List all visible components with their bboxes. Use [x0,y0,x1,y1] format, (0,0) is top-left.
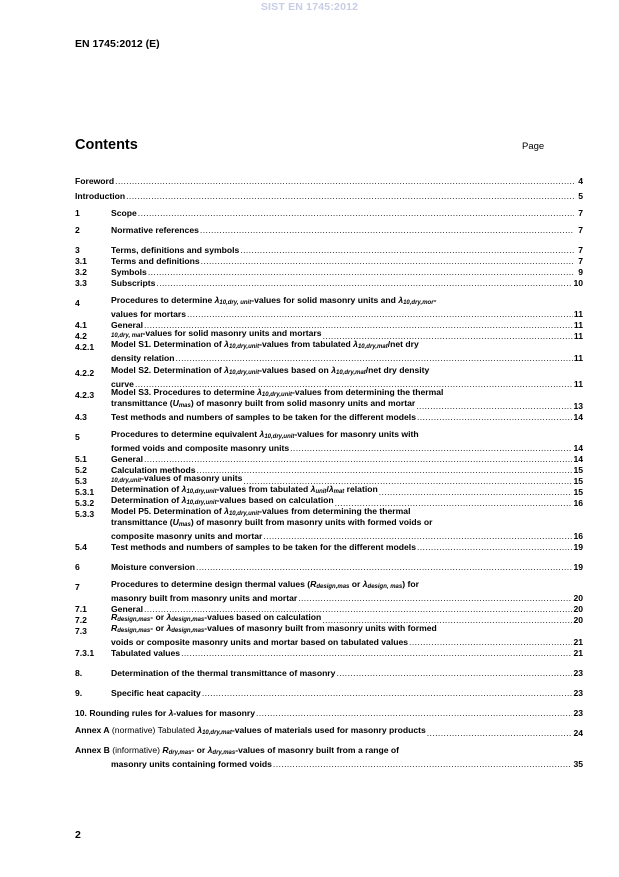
page-title: Contents [75,137,138,153]
toc-number: 4.2.1 [75,342,95,352]
toc-entry-2[interactable] [75,225,583,236]
toc-title-cont: composite masonry units and mortar [111,531,263,541]
toc-page: 7 [578,245,583,255]
toc-number: 3.2 [75,267,87,277]
toc-page: 24 [573,728,583,738]
toc-title: Rdesign,mas- or λdesign,mas-values based on calculation [111,612,322,623]
toc-page: 7 [578,208,583,218]
toc-page: 11 [573,331,583,341]
toc-page: 19 [573,542,583,552]
toc-entry-4[interactable] [75,295,583,320]
toc-number: 4.2.2 [75,368,95,378]
toc-title: Procedures to determine λ10,dry, unit-values for solid masonry units and λ10,dry,mor- [111,295,437,306]
toc-page: 19 [573,562,583,572]
toc-title: General [111,320,144,330]
toc-page: 14 [573,412,583,422]
toc-number: 5.1 [75,454,87,464]
toc-page: 15 [573,465,583,475]
toc-title: Terms and definitions [111,256,200,266]
toc-title-cont: values for mortars [111,309,186,319]
toc-number: 8. [75,668,83,678]
toc-page: 14 [573,454,583,464]
toc-title: Procedures to determine equivalent λ10,dry,unit-values for masonry units with [111,429,419,440]
toc-page: 16 [573,531,583,541]
toc-page: 7 [578,256,583,266]
toc-title: 10,dry,unit-values of masonry units [111,473,243,484]
toc-page: 35 [573,759,583,769]
toc-title: Introduction [75,191,126,201]
toc-entry-4-2-1[interactable] [75,339,583,364]
toc-entry-7-3[interactable] [75,623,583,648]
toc-page: 23 [573,668,583,678]
toc-page: 15 [573,487,583,497]
toc-title: Determination of the thermal transmittance of masonry [111,668,336,678]
toc-entry-5-4[interactable] [75,542,583,553]
toc-title-cont: curve [111,379,134,389]
toc-number: 7 [75,582,80,592]
toc-number: 2 [75,225,80,235]
toc-number: 5 [75,432,80,442]
toc-entry-3-3[interactable] [75,278,583,289]
toc-title: Model S1. Determination of λ10,dry,unit-values from tabulated λ10,dry,mat/net dry [111,339,419,350]
toc-title: Scope [111,208,137,218]
toc-entry-introduction[interactable] [75,191,583,202]
toc-title: Subscripts [111,278,156,288]
toc-title-cont: masonry built from masonry units and mortar [111,593,298,603]
toc-number: 5.3 [75,476,87,486]
toc-number: 4 [75,298,80,308]
toc-title-cont: voids or composite masonry units and mortar based on tabulated values [111,637,409,647]
toc-page: 20 [573,604,583,614]
toc-number: 5.3.2 [75,498,95,508]
toc-title-cont: formed voids and composite masonry units [111,443,290,453]
toc-title: Test methods and numbers of samples to be taken for the different models [111,542,416,552]
toc-page: 23 [573,688,583,698]
toc-number: 7.3.1 [75,648,95,658]
toc-title: Test methods and numbers of samples to be taken for the different models [111,412,416,422]
toc-number: 3 [75,245,80,255]
toc-entry-7-3-1[interactable] [75,648,583,659]
toc-title: Model P5. Determination of λ10,dry,unit-values from determining the thermal [111,506,411,517]
toc-entry-3-1[interactable] [75,256,583,267]
table-of-contents [75,176,583,770]
toc-page: 23 [573,708,583,718]
toc-entry-4-3[interactable] [75,412,583,423]
toc-number: 4.3 [75,412,87,422]
toc-page: 20 [573,593,583,603]
toc-title: Terms, definitions and symbols [111,245,240,255]
page-number: 2 [75,829,81,841]
toc-number: 3.1 [75,256,87,266]
toc-entry-4-2-3[interactable] [75,387,583,412]
toc-title: 10,dry, mat-values for solid masonry units and mortars [111,328,322,339]
toc-page: 11 [573,353,583,363]
toc-page: 11 [573,309,583,319]
toc-title: Rdesign,mas- or λdesign,mas-values of masonry built from masonry units with formed [111,623,437,634]
toc-number: 9. [75,688,83,698]
toc-title: Model S3. Procedures to determine λ10,dry,unit-values from determining the thermal [111,387,444,398]
toc-entry-3[interactable] [75,245,583,256]
page-column-label: Page [522,141,545,152]
toc-title-cont: masonry units containing formed voids [111,759,272,769]
toc-page: 15 [573,476,583,486]
toc-entry-6[interactable] [75,562,583,573]
toc-page: 16 [573,498,583,508]
toc-title: Normative references [111,225,199,235]
toc-title-cont: transmittance (Umas) of masonry built from solid masonry units and mortar [111,398,416,409]
toc-page: 21 [573,637,583,647]
toc-title: Calculation methods [111,465,196,475]
toc-page: 14 [573,443,583,453]
toc-title-cont: transmittance (Umas) of masonry built from masonry units with formed voids or [111,517,433,528]
toc-entry-foreword[interactable] [75,176,583,187]
toc-title: General [111,454,144,464]
toc-title: Procedures to determine design thermal values (Rdesign,mas or λdesign, mas) for [111,579,419,590]
toc-page: 7 [578,225,583,235]
toc-title: 10. Rounding rules for λ-values for masonry [75,708,256,718]
toc-page: 9 [578,267,583,277]
toc-title: Model S2. Determination of λ10,dry,unit-values based on λ10,dry,mat/net dry density [111,365,430,376]
toc-page: 10 [573,278,583,288]
toc-entry-7[interactable] [75,579,583,604]
toc-title: Moisture conversion [111,562,196,572]
toc-entry-annex-a[interactable] [75,725,583,739]
toc-page: 5 [578,191,583,201]
toc-number: 5.3.1 [75,487,95,497]
toc-number: 5.2 [75,465,87,475]
toc-entry-annex-b[interactable] [75,745,583,770]
toc-number: 7.3 [75,626,87,636]
toc-page: 13 [573,401,583,411]
toc-number: 4.1 [75,320,87,330]
toc-entry-5-3-3[interactable] [75,506,583,542]
toc-title: Annex B (informative) Rdry,mas- or λdry,mas-values of masonry built from a range of [75,745,400,756]
toc-number: 5.3.3 [75,509,95,519]
toc-page: 20 [573,615,583,625]
watermark: SIST EN 1745:2012 [260,1,359,13]
document-id: EN 1745:2012 (E) [75,38,160,50]
toc-entry-9[interactable] [75,688,583,699]
toc-title: Specific heat capacity [111,688,201,698]
toc-number: 1 [75,208,80,218]
toc-page: 4 [578,176,583,186]
toc-number: 7.2 [75,615,87,625]
toc-entry-10[interactable] [75,708,583,719]
toc-title: Symbols [111,267,147,277]
toc-title: Annex A (normative) Tabulated λ10,dry,mat-values of materials used for masonry products [75,725,426,736]
toc-number: 5.4 [75,542,87,552]
toc-number: 4.2 [75,331,87,341]
toc-page: 21 [573,648,583,658]
toc-page: 11 [573,379,583,389]
toc-number: 7.1 [75,604,87,614]
toc-title: Tabulated values [111,648,181,658]
toc-number: 3.3 [75,278,87,288]
toc-entry-1[interactable] [75,208,583,219]
toc-title-cont: density relation [111,353,175,363]
toc-entry-5-1[interactable] [75,454,583,465]
toc-title: Determination of λ10,dry,unit-values from tabulated λunit/λmat relation [111,484,378,495]
toc-title: Foreword [75,176,115,186]
toc-number: 4.2.3 [75,390,95,400]
toc-number: 6 [75,562,80,572]
toc-title: Determination of λ10,dry,unit-values based on calculation [111,495,334,506]
toc-entry-5[interactable] [75,429,583,454]
toc-title: General [111,604,144,614]
toc-page: 11 [573,320,583,330]
toc-entry-3-2[interactable] [75,267,583,278]
toc-entry-8[interactable] [75,668,583,679]
